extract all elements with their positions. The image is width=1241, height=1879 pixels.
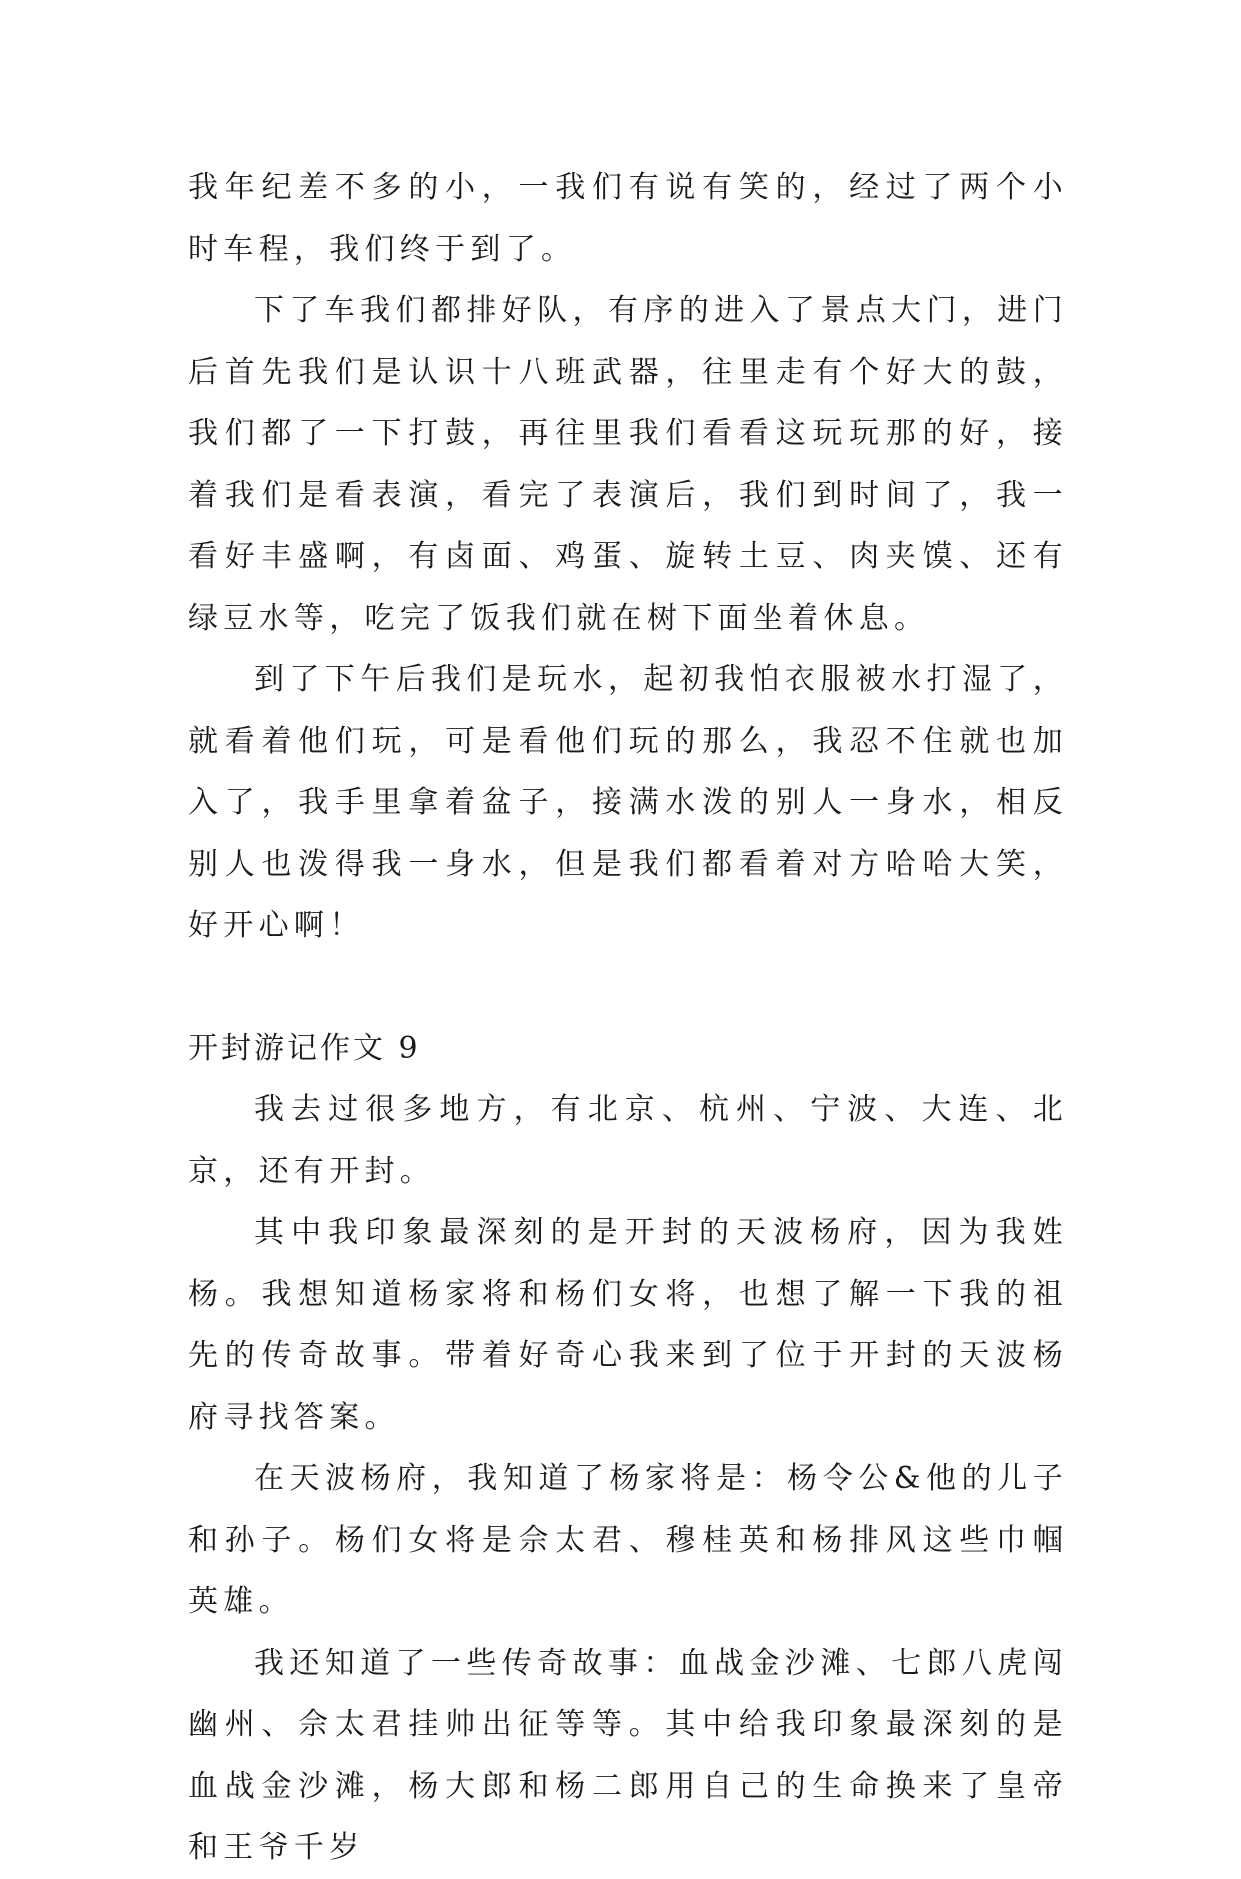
- paragraph: 到了下午后我们是玩水，起初我怕衣服被水打湿了，就看着他们玩，可是看他们玩的那么，我忍不住就也加入了，我手里拿着盆子，接满水泼的别人一身水，相反别人也泼得我一身水，但是我们都看着对方哈哈大笑，好开心啊！: [188, 662, 1068, 943]
- paragraph: 在天波杨府，我知道了杨家将是：杨令公&他的儿子和孙子。杨们女将是佘太君、穆桂英和杨排风这些巾帼英雄。: [188, 1461, 1068, 1619]
- document-page: [188, 157, 1068, 1879]
- paragraph: 其中我印象最深刻的是开封的天波杨府，因为我姓杨。我想知道杨家将和杨们女将，也想了解一下我的祖先的传奇故事。带着好奇心我来到了位于开封的天波杨府寻找答案。: [188, 1215, 1068, 1435]
- paragraph: 我还知道了一些传奇故事：血战金沙滩、七郎八虎闯幽州、佘太君挂帅出征等等。其中给我印象最深刻的是血战金沙滩，杨大郎和杨二郎用自己的生命换来了皇帝和王爷千岁: [188, 1645, 1068, 1865]
- essay-title: 开封游记作文 9: [188, 1030, 421, 1066]
- paragraph: 我年纪差不多的小，一我们有说有笑的，经过了两个小时车程，我们终于到了。: [188, 170, 1068, 267]
- paragraph: 我去过很多地方，有北京、杭州、宁波、大连、北京，还有开封。: [188, 1092, 1068, 1189]
- paragraph: 下了车我们都排好队，有序的进入了景点大门，进门后首先我们是认识十八班武器，往里走有个好大的鼓，我们都了一下打鼓，再往里我们看看这玩玩那的好，接着我们是看表演，看完了表演后，我们到时间了，我一看好丰盛啊，有卤面、鸡蛋、旋转土豆、肉夹馍、还有绿豆水等，吃完了饭我们就在树下面坐着休息。: [188, 293, 1068, 636]
